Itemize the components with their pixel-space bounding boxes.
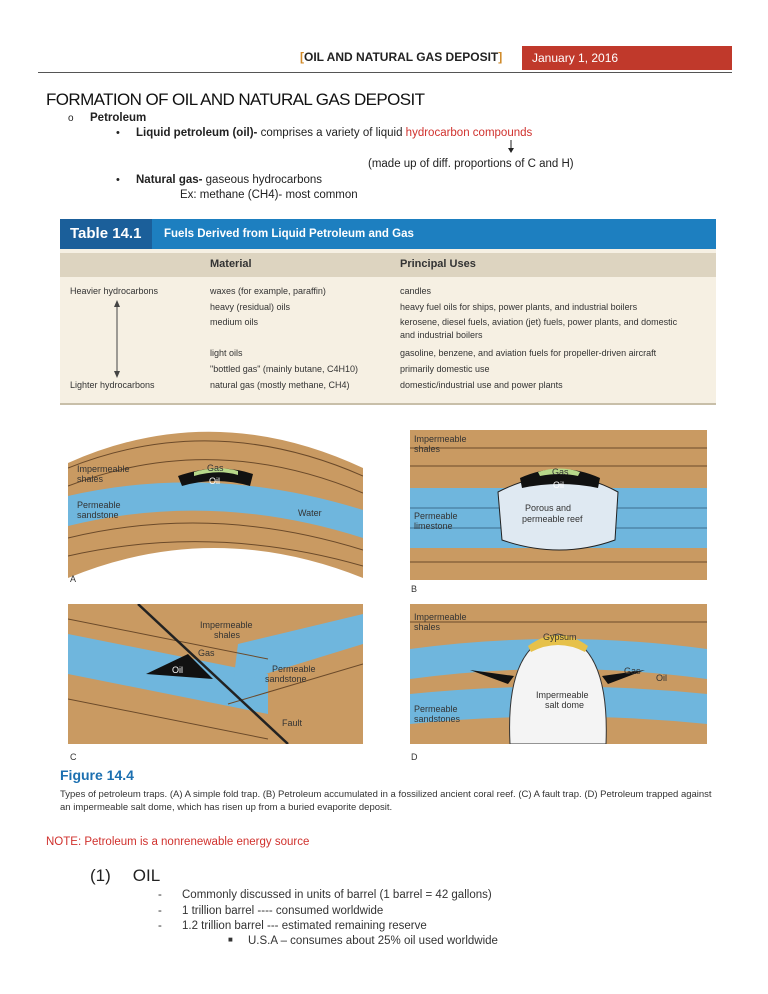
fig-b-impermeable: Impermeable [414,434,467,444]
fig-d-salt1: Impermeable [536,690,589,700]
down-arrow-icon [506,140,516,154]
fig-c-fault: Fault [282,718,303,728]
table-cell: gasoline, benzene, and aviation fuels for propeller-driven aircraft [400,348,657,358]
gas-desc: gaseous hydrocarbons [202,174,323,186]
bracket-close: ] [498,50,503,64]
table-cell: domestic/industrial use and power plants [400,380,563,390]
table-cell: kerosene, diesel fuels, aviation (jet) fuels, power plants, and domestic [400,317,678,327]
table-cell: waxes (for example, paraffin) [210,286,326,296]
bullet-icon: • [116,127,120,139]
fig-a-permeable: Permeable [77,500,121,510]
lighter-label: Lighter hydrocarbons [70,380,155,390]
fig-c-oil: Oil [172,665,183,675]
oil-heading-text: OIL [132,866,161,885]
column-material: Material [210,258,252,270]
gas-term: Natural gas- [136,174,203,186]
table-column-header [60,253,716,277]
note: NOTE: Petroleum is a nonrenewable energy source [46,836,310,848]
oil-number: (1) [90,866,111,885]
fig-c-gas: Gas [198,648,215,658]
dash-icon: - [158,889,162,901]
fig-d-letter: D [411,752,418,762]
fig-b-gas: Gas [552,467,569,477]
table-cell: heavy (residual) oils [210,302,291,312]
figure-caption: Types of petroleum traps. (A) A simple fold trap. (B) Petroleum accumulated in a fossilized ancient coral reef. (C) A fault trap. (D) Petroleum trapped against an impermeable salt dome, which has risen up from a buried evaporite deposit. [60,789,712,813]
bullet-icon: • [116,174,120,186]
table-cell: light oils [210,348,243,358]
fig-c-letter: C [70,752,77,762]
table-cell: "bottled gas" (mainly butane, C4H10) [210,364,358,374]
running-header [300,50,502,64]
table-cell: candles [400,286,432,296]
fig-a-oil: Oil [209,476,220,486]
oil-item: Commonly discussed in units of barrel (1 barrel = 42 gallons) [182,889,492,901]
liquid-petroleum-line [136,127,532,139]
table-cell: medium oils [210,317,259,327]
dash-icon: - [158,920,162,932]
liquid-highlight: hydrocarbon compounds [405,127,533,139]
fig-d-gypsum: Gypsum [543,632,577,642]
fig-b-shales: shales [414,444,441,454]
table-number: Table 14.1 [60,219,152,249]
page-title: FORMATION OF OIL AND NATURAL GAS DEPOSIT [46,90,425,109]
double-arrow-icon [111,299,123,379]
natural-gas-line [136,174,322,186]
fig-d-permeable: Permeable [414,704,458,714]
dash-icon: - [158,905,162,917]
figure-title: Figure 14.4 [60,767,134,783]
fig-c-shales: shales [214,630,241,640]
fig-a-impermeable: Impermeable [77,464,130,474]
fig-a-sandstone: sandstone [77,510,119,520]
fig-a-water: Water [298,508,322,518]
gas-example: Ex: methane (CH4)- most common [180,189,358,201]
square-bullet-icon: ■ [228,935,233,944]
table-cell: heavy fuel oils for ships, power plants, and industrial boilers [400,302,638,312]
fig-d-gas: Gas [624,666,641,676]
liquid-term: Liquid petroleum (oil)- [136,127,258,139]
liquid-note: (made up of diff. proportions of C and H) [368,158,574,170]
table-cell: natural gas (mostly methane, CH4) [210,380,350,390]
petroleum-label: Petroleum [90,112,147,124]
fig-b-limestone: limestone [414,521,453,531]
bracket-open: [ [300,50,304,64]
oil-item: 1.2 trillion barrel --- estimated remaining reserve [182,920,427,932]
doc-title: OIL AND NATURAL GAS DEPOSIT [304,50,499,64]
oil-heading [90,866,160,886]
header-date: January 1, 2016 [522,46,732,70]
fig-d-salt2: salt dome [545,700,585,710]
fig-d-oil: Oil [656,673,667,683]
liquid-desc: comprises a variety of liquid [257,127,406,139]
fig-c-impermeable: Impermeable [200,620,253,630]
fig-d-shales: shales [414,622,441,632]
heavier-label: Heavier hydrocarbons [70,286,159,296]
fig-b-porous: Porous and [525,503,572,513]
petroleum-marker: o [68,113,74,124]
fig-a-letter: A [70,574,77,584]
fig-d-sandstones: sandstones [414,714,461,724]
fig-b-oil: Oil [553,480,564,490]
fig-b-letter: B [411,584,418,594]
header-divider [38,72,732,73]
fig-c-sandstone: sandstone [265,674,307,684]
fig-a-shales: shales [77,474,104,484]
fig-b-permeable: Permeable [414,511,458,521]
oil-sub-item: U.S.A – consumes about 25% oil used worldwide [248,935,498,947]
table-cell: and industrial boilers [400,330,483,340]
fig-b-reef: permeable reef [522,514,583,524]
table-bottom-rule [60,403,716,405]
table-caption: Fuels Derived from Liquid Petroleum and Gas [164,228,414,240]
column-uses: Principal Uses [400,258,476,270]
oil-item: 1 trillion barrel ---- consumed worldwide [182,905,384,917]
table-cell: primarily domestic use [400,364,490,374]
fuels-table [60,219,716,405]
fig-d-impermeable: Impermeable [414,612,467,622]
fig-c-permeable: Permeable [272,664,316,674]
fig-a-gas: Gas [207,463,224,473]
